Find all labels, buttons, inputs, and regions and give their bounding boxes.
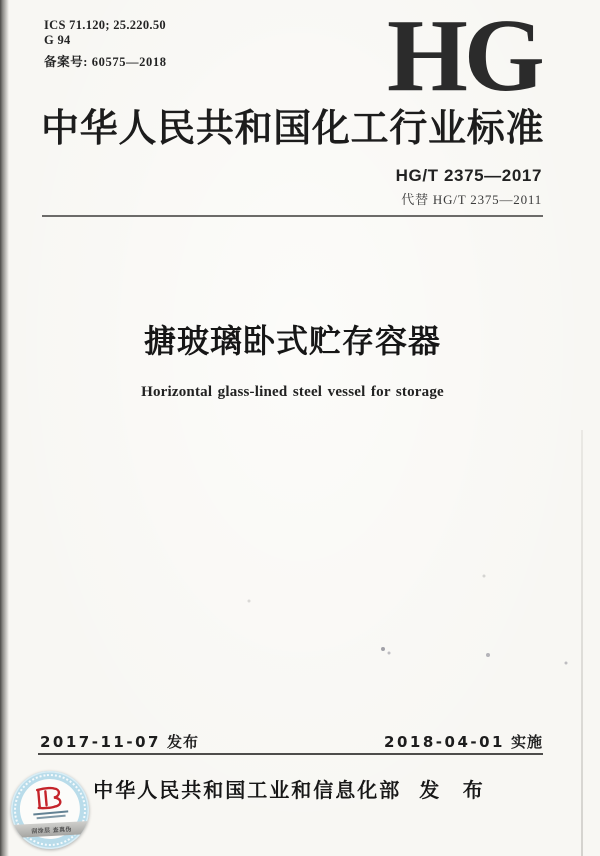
heading-char: 标	[466, 108, 506, 150]
dates-row	[40, 731, 543, 752]
ics-code: ICS 71.120; 25.220.50	[44, 18, 166, 32]
hg-logo: HG	[387, 0, 541, 113]
footer	[42, 774, 543, 803]
scan-noise-specks	[0, 0, 2, 2]
heading-char: 业	[428, 108, 467, 150]
document-title-en: Horizontal glass-lined steel vessel for storage	[141, 384, 444, 400]
standard-heading	[41, 104, 544, 154]
heading-char: 中	[41, 108, 80, 150]
class-code: G 94	[44, 33, 71, 47]
document-title-cn: 搪玻璃卧式贮存容器	[143, 323, 441, 359]
footer-rule	[38, 753, 543, 755]
issue-date: 2017-11-07	[40, 733, 161, 751]
implementation-date: 2018-04-01	[384, 733, 505, 751]
implementation-label: 实施	[510, 734, 543, 751]
scan-left-edge-shadow	[0, 0, 9, 856]
heading-char: 国	[273, 108, 312, 150]
heading-char: 人	[118, 108, 157, 150]
sticker-band-text: 刮涂层 查真伪	[31, 826, 73, 835]
heading-char: 华	[79, 108, 119, 150]
replaces-note: 代替 HG/T 2375—2011	[401, 192, 542, 207]
scan-right-edge-line	[581, 430, 583, 856]
implementation-date-group	[384, 731, 543, 752]
standard-number: HG/T 2375—2017	[395, 166, 542, 185]
issue-label: 发布	[166, 734, 199, 751]
heading-char: 行	[389, 108, 428, 150]
sticker-emblem-icon	[33, 785, 65, 812]
heading-char: 工	[350, 108, 390, 150]
header-rule	[42, 215, 543, 217]
heading-char: 准	[505, 108, 544, 150]
record-number: 备案号: 60575—2018	[44, 55, 167, 69]
publisher-name: 中华人民共和国工业和信息化部	[93, 780, 402, 802]
heading-char: 民	[157, 108, 196, 150]
publish-label: 发 布	[419, 780, 492, 802]
heading-char: 共	[195, 108, 235, 150]
heading-char: 和	[234, 108, 274, 150]
meta-block	[44, 18, 167, 70]
issue-date-group	[40, 731, 199, 752]
heading-char: 化	[311, 108, 351, 150]
